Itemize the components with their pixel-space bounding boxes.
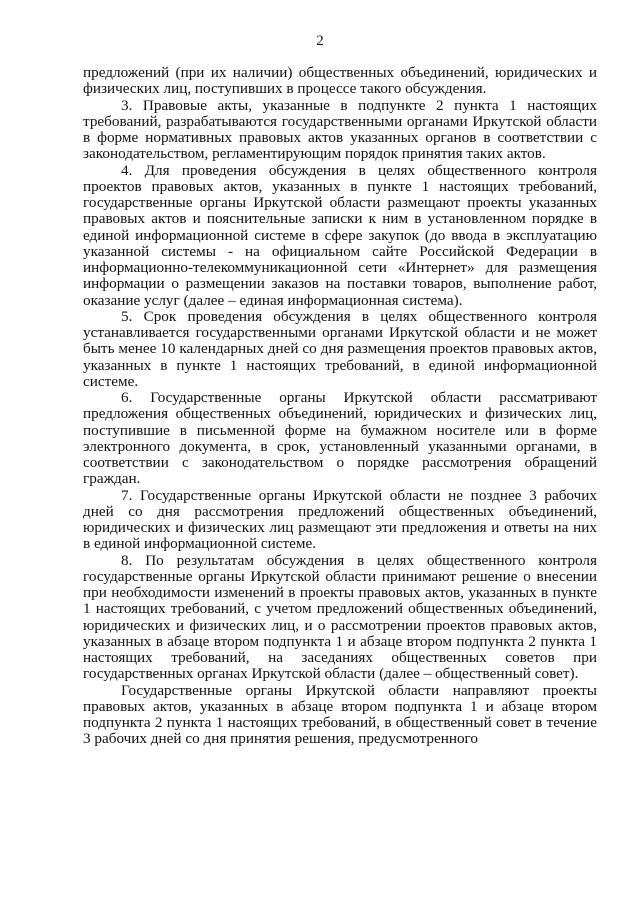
paragraph-item-4: 4. Для проведения обсуждения в целях общественного контроля проектов правовых актов, указанных в пункте 1 настоящих требований, государственные органы Иркутской области размещают проекты указанных правовых актов и пояснительные записки к ним в установленном порядке в единой информационной системе в сфере закупок (до ввода в эксплуатацию указанной системы - на официальном сайте Российской Федерации в информационно-телекоммуникационной сети «Интернет» для размещения информации о размещении заказов на поставки товаров, выполнение работ, оказание услуг (далее – единая информационная система). — [83, 161, 597, 309]
paragraph-item-3: 3. Правовые акты, указанные в подпункте 2 пункта 1 настоящих требований, разрабатываются государственными органами Иркутской области в форме нормативных правовых актов указанных органов в соответствии с законодательством, регламентирующим порядок принятия таких актов. — [83, 96, 597, 163]
paragraph-item-8: 8. По результатам обсуждения в целях общественного контроля государственные органы Иркутской области принимают решение о внесении при необходимости изменений в проекты правовых актов, указанных в пункте 1 настоящих требований, с учетом предложений общественных объединений, юридических и физических лиц, и о рассмотрении проектов правовых актов, указанных в абзаце втором подпункта 1 и абзаце втором подпункта 2 пункта 1 настоящих требований, на заседаниях общественных советов при государственных органах Иркутской области (далее – общественный совет). — [83, 551, 597, 683]
paragraph-continuation: предложений (при их наличии) общественных объединений, юридических и физических лиц, поступивших в процессе такого обсуждения. — [83, 64, 597, 98]
paragraph-item-5: 5. Срок проведения обсуждения в целях общественного контроля устанавливается государственными органами Иркутской области и не может быть менее 10 календарных дней со дня размещения проектов правовых актов, указанных в пункте 1 настоящих требований, в единой информационной системе. — [83, 307, 597, 390]
document-body — [83, 65, 597, 748]
paragraph-item-7: 7. Государственные органы Иркутской области не позднее 3 рабочих дней со дня рассмотрения предложений общественных объединений, юридических и физических лиц размещают эти предложения и ответы на них в единой информационной системе. — [83, 486, 597, 553]
paragraph-item-6: 6. Государственные органы Иркутской области рассматривают предложения общественных объединений, юридических и физических лиц, поступившие в письменной форме на бумажном носителе или в форме электронного документа, в срок, установленный указанными органами, в соответствии с законодательством о порядке рассмотрения обращений граждан. — [83, 389, 597, 488]
page-number: 2 — [316, 33, 324, 49]
paragraph-item-8-continued: Государственные органы Иркутской области направляют проекты правовых актов, указанных в абзаце втором подпункта 1 и абзаце втором подпункта 2 пункта 1 настоящих требований, в общественный совет в течение 3 рабочих дней со дня принятия решения, предусмотренного — [83, 681, 597, 748]
